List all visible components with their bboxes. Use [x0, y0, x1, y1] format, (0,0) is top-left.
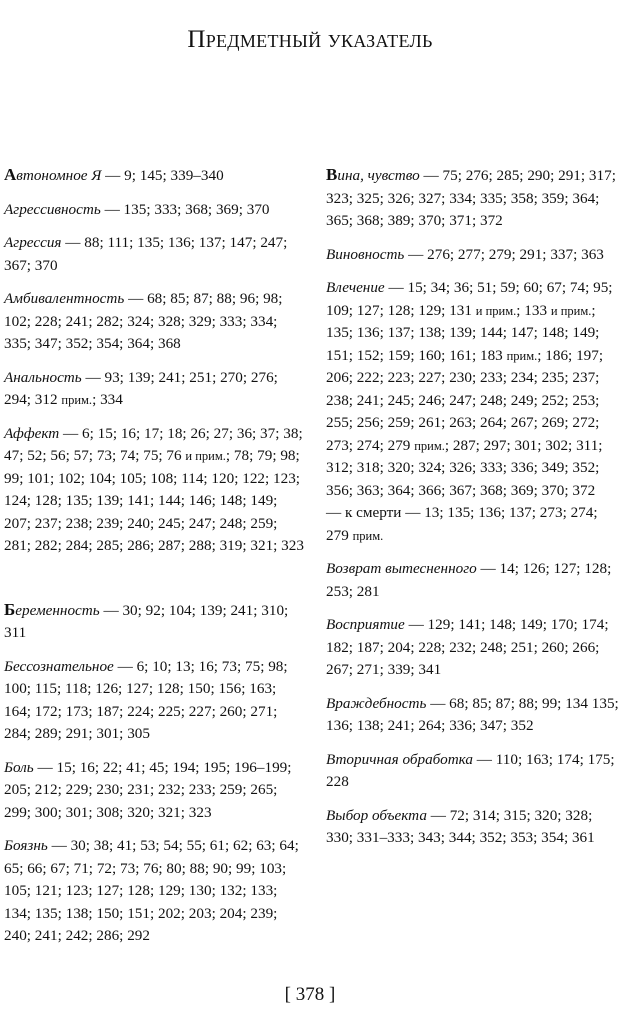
index-page-refs: — к смерти — 13; 135; 136; 137; 273; 274; 279 прим.: [326, 504, 598, 544]
index-entry: [326, 558, 620, 603]
index-page-refs: — 72; 314; 315; 320; 328; 330; 331–333; 343; 344; 352; 353; 354; 361: [326, 806, 595, 846]
index-term: втономное Я: [16, 167, 102, 184]
index-entry: [4, 757, 304, 825]
index-page-refs: — 6; 10; 13; 16; 73; 75; 98; 100; 115; 118; 126; 127; 128; 150; 156; 163; 164; 172; 173; 187; 224; 225; 227; 260; 271; 284; 289; 291; 301; 305: [4, 657, 288, 742]
index-page-refs: — 129; 141; 148; 149; 170; 174; 182; 187; 204; 228; 232; 248; 251; 260; 266; 267; 271; 339; 341: [326, 616, 609, 678]
index-page-refs: — 14; 126; 127; 128; 253; 281: [326, 560, 612, 600]
index-page-refs: — 6; 15; 16; 17; 18; 26; 27; 36; 37; 38; 47; 52; 56; 57; 73; 74; 75; 76 и прим.; 78; 79; 98; 99; 101; 102; 104; 105; 108; 114; 120; 122; 123; 124; 128; 135; 139; 141; 144; 146; 148; 149; 207; 237; 238; 239; 240; 245; 247; 248; 259; 281; 282; 284; 285; 286; 287; 288; 319; 321; 323: [4, 424, 304, 554]
index-entry: [326, 614, 620, 682]
page-title: Предметный указатель: [187, 26, 433, 53]
index-page-refs: — 276; 277; 279; 291; 337; 363: [404, 245, 604, 263]
index-term: Возврат вытесненного: [326, 560, 477, 577]
index-entry: [4, 367, 304, 412]
index-page-refs: — 110; 163; 174; 175; 228: [326, 750, 615, 790]
index-subentry: [326, 502, 620, 547]
index-entry: [4, 199, 304, 222]
index-term: Вторичная обработка: [326, 750, 473, 768]
index-entry: [4, 288, 304, 356]
index-column-left: [4, 164, 304, 959]
index-term: Амбивалентность: [4, 290, 125, 307]
index-term: Восприятие: [326, 616, 405, 633]
index-entry: [326, 805, 620, 850]
index-term: Влечение: [326, 279, 385, 296]
index-page-refs: — 68; 85; 87; 88; 96; 98; 102; 228; 241; 282; 324; 328; 329; 333; 334; 335; 347; 352; 354; 364; 368: [4, 290, 283, 352]
index-term: Боязнь: [4, 837, 48, 854]
index-page-refs: — 135; 333; 368; 369; 370: [100, 200, 270, 218]
index-entry: [4, 423, 304, 558]
section-initial: А: [4, 165, 17, 184]
index-term: Боль: [4, 758, 34, 776]
index-entry: [326, 693, 620, 738]
index-term: Агрессия: [4, 234, 62, 251]
index-term: еременность: [15, 601, 100, 619]
index-page-refs: — 15; 16; 22; 41; 45; 194; 195; 196–199; 205; 212; 229; 230; 231; 232; 233; 259; 265; 299; 300; 301; 308; 320; 321; 323: [4, 758, 292, 821]
index-entry: [4, 599, 304, 645]
index-page-refs: — 93; 139; 241; 251; 270; 276; 294; 312 прим.; 334: [4, 368, 278, 408]
index-term: Агрессивность: [4, 200, 101, 218]
index-entry: [326, 244, 620, 267]
index-term: ина, чувство: [337, 167, 420, 184]
index-entry: [4, 164, 304, 188]
index-entry: [4, 656, 304, 746]
index-term: Бессознательное: [4, 657, 114, 675]
section-gap: [4, 569, 304, 599]
index-term: Враждебность: [326, 694, 427, 712]
index-page-refs: — 88; 111; 135; 136; 137; 147; 247; 367; 370: [4, 234, 288, 274]
index-page-refs: — 68; 85; 87; 88; 99; 134 135; 136; 138; 241; 264; 336; 347; 352: [326, 694, 619, 734]
index-term: Выбор объекта: [326, 806, 427, 824]
index-entry: [326, 749, 620, 794]
index-page-refs: — 75; 276; 285; 290; 291; 317; 323; 325; 326; 327; 334; 335; 358; 359; 364; 365; 368; 389; 370; 371; 372: [326, 167, 616, 229]
index-page-refs: — 30; 92; 104; 139; 241; 310; 311: [4, 601, 289, 641]
index-term: Анальность: [4, 368, 82, 386]
index-column-right: [326, 164, 620, 861]
index-page-refs: — 9; 145; 339–340: [101, 167, 224, 184]
index-entry: [4, 835, 304, 948]
index-entry: [326, 277, 620, 502]
section-initial: В: [326, 165, 338, 184]
index-entry: [326, 164, 620, 233]
index-term: Виновность: [326, 245, 405, 263]
index-term: Аффект: [4, 424, 60, 442]
page-number: [ 378 ]: [284, 984, 336, 1005]
index-page-refs: — 15; 34; 36; 51; 59; 60; 67; 74; 95; 109; 127; 128; 129; 131 и прим.; 133 и прим.; 135; 136; 137; 138; 139; 144; 147; 148; 149; 151; 152; 159; 160; 161; 183 прим.; 186; 197; 206; 222; 223; 227; 230; 233; 234; 235; 237; 238; 241; 245; 246; 247; 248; 249; 252; 253; 255; 256; 259; 261; 263; 264; 267; 269; 272; 273; 274; 279 прим.; 287; 297; 301; 302; 311; 312; 318; 320; 324; 326; 333; 336; 349; 352; 356; 363; 364; 366; 367; 368; 369; 370; 372: [326, 279, 613, 499]
index-entry: [4, 232, 304, 277]
section-initial: Б: [4, 599, 16, 619]
index-page-refs: — 30; 38; 41; 53; 54; 55; 61; 62; 63; 64; 65; 66; 67; 71; 72; 73; 76; 80; 88; 90; 99; 103; 105; 121; 123; 127; 128; 129; 130; 132; 133; 134; 135; 138; 150; 151; 202; 203; 204; 239; 240; 241; 242; 286; 292: [4, 837, 299, 944]
